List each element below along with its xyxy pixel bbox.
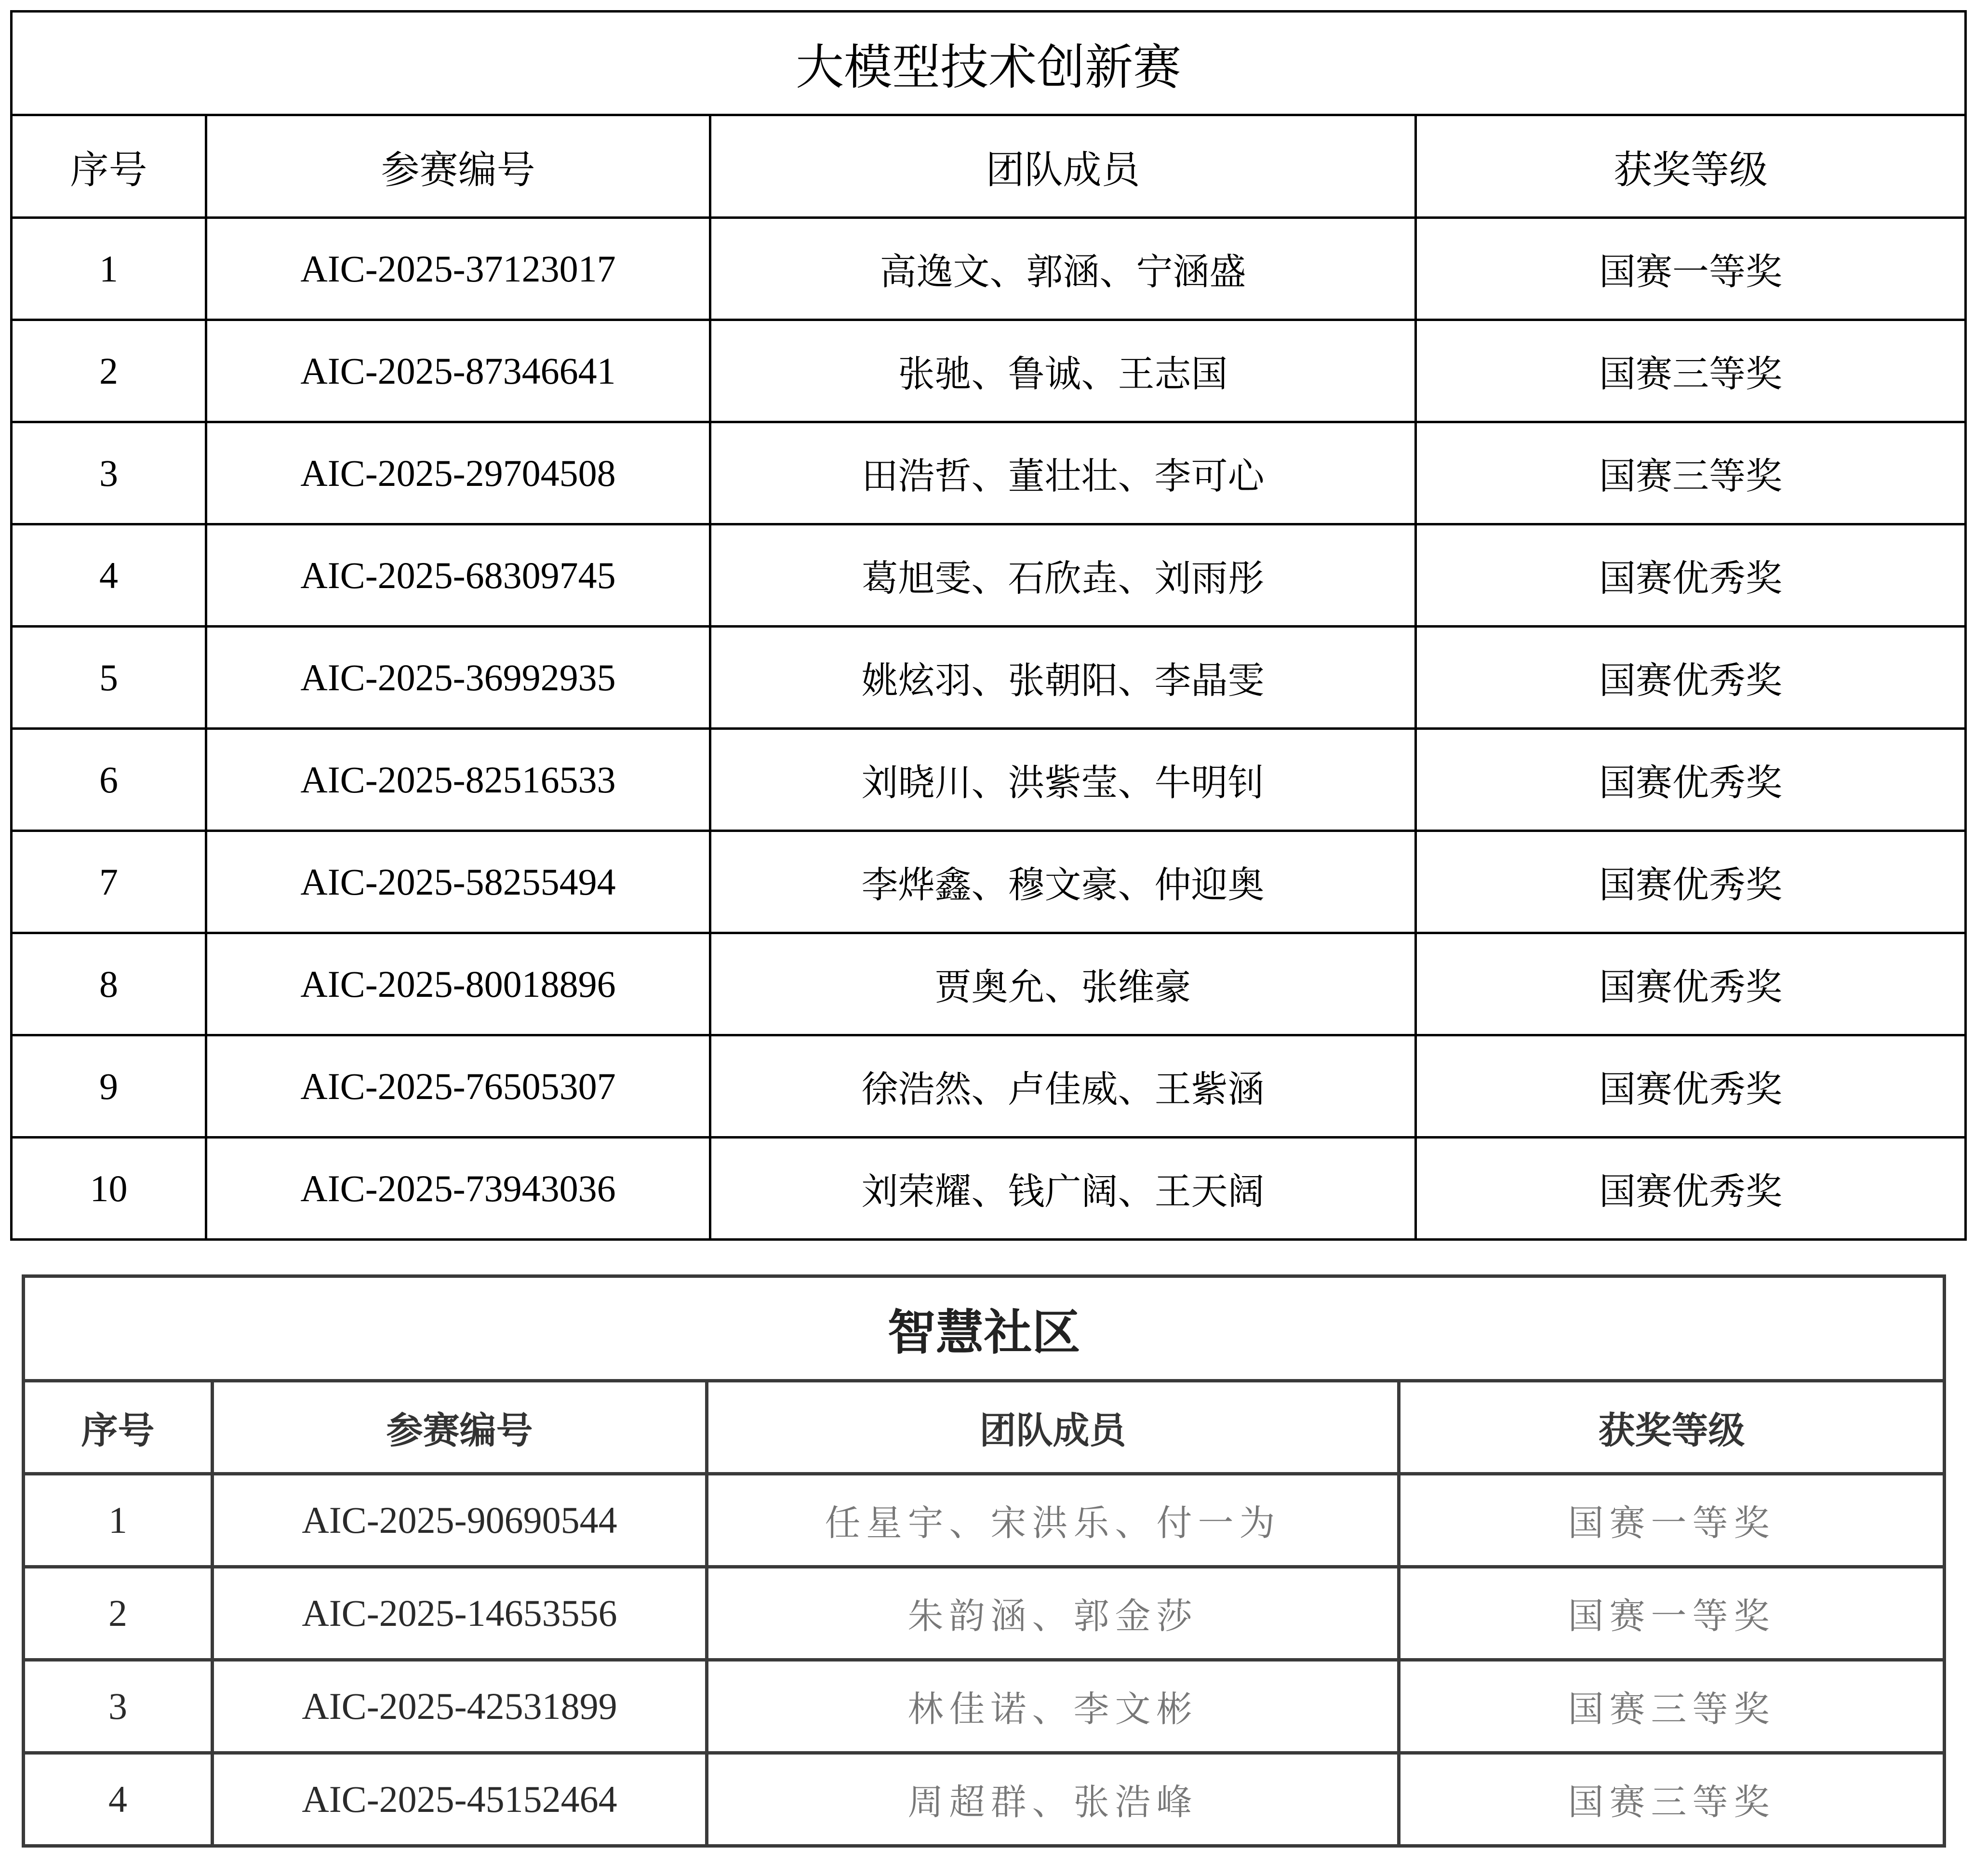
cell-award-level: 国赛三等奖 — [1416, 320, 1966, 422]
header-entry-id: 参赛编号 — [213, 1381, 707, 1474]
table-row — [12, 933, 1966, 1035]
table-title: 智慧社区 — [24, 1276, 1945, 1381]
cell-team-members: 任星宇、宋洪乐、付一为 — [707, 1474, 1399, 1567]
cell-award-level: 国赛优秀奖 — [1416, 933, 1966, 1035]
cell-index: 2 — [24, 1567, 213, 1660]
cell-index: 7 — [12, 831, 206, 933]
cell-team-members: 高逸文、郭涵、宁涵盛 — [710, 218, 1416, 320]
cell-award-level: 国赛一等奖 — [1399, 1567, 1945, 1660]
table-row — [12, 627, 1966, 729]
cell-team-members: 徐浩然、卢佳威、王紫涵 — [710, 1035, 1416, 1138]
table-title: 大模型技术创新赛 — [12, 12, 1966, 115]
cell-entry-id: AIC-2025-37123017 — [206, 218, 710, 320]
table-title-row — [24, 1276, 1945, 1381]
table-row — [24, 1660, 1945, 1753]
header-award-level: 获奖等级 — [1399, 1381, 1945, 1474]
header-index: 序号 — [24, 1381, 213, 1474]
cell-index: 4 — [12, 524, 206, 627]
header-team-members: 团队成员 — [707, 1381, 1399, 1474]
cell-index: 3 — [12, 422, 206, 524]
cell-entry-id: AIC-2025-90690544 — [213, 1474, 707, 1567]
table-row — [24, 1753, 1945, 1846]
cell-index: 1 — [24, 1474, 213, 1567]
cell-entry-id: AIC-2025-80018896 — [206, 933, 710, 1035]
header-index: 序号 — [12, 115, 206, 218]
header-award-level: 获奖等级 — [1416, 115, 1966, 218]
cell-team-members: 刘晓川、洪紫莹、牛明钊 — [710, 729, 1416, 831]
cell-entry-id: AIC-2025-14653556 — [213, 1567, 707, 1660]
cell-entry-id: AIC-2025-82516533 — [206, 729, 710, 831]
cell-award-level: 国赛三等奖 — [1399, 1660, 1945, 1753]
table-header-row — [24, 1381, 1945, 1474]
cell-entry-id: AIC-2025-58255494 — [206, 831, 710, 933]
table-row — [12, 524, 1966, 627]
cell-award-level: 国赛一等奖 — [1399, 1474, 1945, 1567]
cell-award-level: 国赛三等奖 — [1416, 422, 1966, 524]
cell-award-level: 国赛优秀奖 — [1416, 831, 1966, 933]
cell-team-members: 田浩哲、董壮壮、李可心 — [710, 422, 1416, 524]
cell-award-level: 国赛优秀奖 — [1416, 729, 1966, 831]
cell-team-members: 李烨鑫、穆文豪、仲迎奥 — [710, 831, 1416, 933]
cell-team-members: 张驰、鲁诚、王志国 — [710, 320, 1416, 422]
cell-award-level: 国赛优秀奖 — [1416, 627, 1966, 729]
table-row — [24, 1474, 1945, 1567]
cell-entry-id: AIC-2025-68309745 — [206, 524, 710, 627]
cell-entry-id: AIC-2025-76505307 — [206, 1035, 710, 1138]
cell-index: 1 — [12, 218, 206, 320]
cell-entry-id: AIC-2025-73943036 — [206, 1138, 710, 1240]
table-title-row — [12, 12, 1966, 115]
header-entry-id: 参赛编号 — [206, 115, 710, 218]
cell-award-level: 国赛优秀奖 — [1416, 1138, 1966, 1240]
cell-entry-id: AIC-2025-29704508 — [206, 422, 710, 524]
table-row — [12, 729, 1966, 831]
cell-index: 5 — [12, 627, 206, 729]
cell-award-level: 国赛一等奖 — [1416, 218, 1966, 320]
cell-team-members: 姚炫羽、张朝阳、李晶雯 — [710, 627, 1416, 729]
cell-entry-id: AIC-2025-45152464 — [213, 1753, 707, 1846]
cell-index: 6 — [12, 729, 206, 831]
cell-award-level: 国赛优秀奖 — [1416, 1035, 1966, 1138]
cell-team-members: 林佳诺、李文彬 — [707, 1660, 1399, 1753]
header-team-members: 团队成员 — [710, 115, 1416, 218]
cell-team-members: 葛旭雯、石欣垚、刘雨彤 — [710, 524, 1416, 627]
cell-entry-id: AIC-2025-36992935 — [206, 627, 710, 729]
table-row — [12, 1035, 1966, 1138]
cell-entry-id: AIC-2025-87346641 — [206, 320, 710, 422]
cell-entry-id: AIC-2025-42531899 — [213, 1660, 707, 1753]
award-table-large-model — [10, 10, 1967, 1241]
table-row — [12, 218, 1966, 320]
table-row — [12, 831, 1966, 933]
cell-award-level: 国赛三等奖 — [1399, 1753, 1945, 1846]
table-row — [12, 422, 1966, 524]
cell-team-members: 贾奥允、张维豪 — [710, 933, 1416, 1035]
cell-index: 9 — [12, 1035, 206, 1138]
cell-award-level: 国赛优秀奖 — [1416, 524, 1966, 627]
table-row — [12, 320, 1966, 422]
cell-index: 8 — [12, 933, 206, 1035]
cell-index: 3 — [24, 1660, 213, 1753]
cell-index: 4 — [24, 1753, 213, 1846]
award-table-smart-community — [22, 1274, 1946, 1848]
table-row — [12, 1138, 1966, 1240]
cell-team-members: 周超群、张浩峰 — [707, 1753, 1399, 1846]
table-row — [24, 1567, 1945, 1660]
cell-team-members: 朱韵涵、郭金莎 — [707, 1567, 1399, 1660]
cell-team-members: 刘荣耀、钱广阔、王天阔 — [710, 1138, 1416, 1240]
cell-index: 10 — [12, 1138, 206, 1240]
table-header-row — [12, 115, 1966, 218]
cell-index: 2 — [12, 320, 206, 422]
